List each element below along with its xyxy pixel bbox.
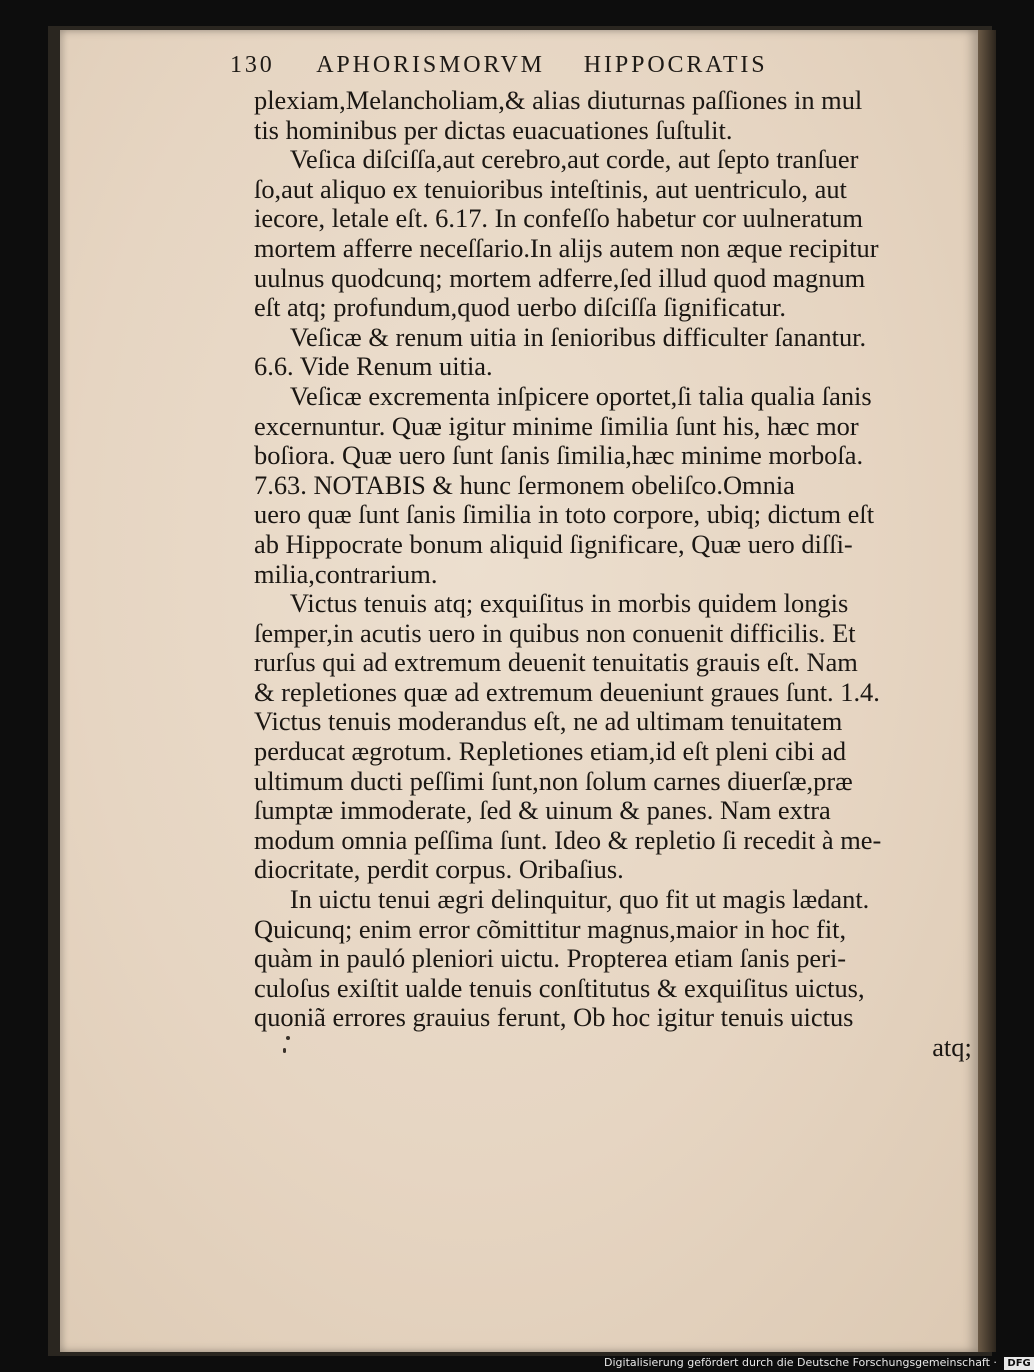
page-edge	[978, 30, 996, 1352]
ink-speck	[283, 1048, 286, 1053]
text-line: boſiora. Quæ uero ſunt ſanis ſimilia,hæc minime morboſa.	[254, 440, 864, 471]
body-text	[254, 86, 974, 1063]
text-line: & repletiones quæ ad extremum deueniunt graues ſunt. 1.4.	[254, 676, 880, 707]
text-line: modum omnia peſſima ſunt. Ideo & repletio ſi recedit à me-	[254, 824, 882, 855]
text-line: Victus tenuis atq; exquiſitus in morbis quidem longis	[289, 588, 849, 619]
running-header	[230, 52, 930, 79]
text-line: quoniã errores grauius ferunt, Ob hoc igitur tenuis uictus	[254, 1002, 854, 1033]
text-line: In uictu tenui ægri delinquitur, quo fit ut magis lædant.	[289, 884, 870, 915]
text-line: iecore, letale eſt. 6.17. In confeſſo habetur cor uulneratum	[254, 203, 863, 234]
text-line: ſo,aut aliquo ex tenuioribus inteſtinis, aut uentriculo, aut	[254, 173, 847, 204]
text-line: ultimum ducti peſſimi ſunt,non ſolum carnes diuerſæ,præ	[254, 765, 853, 796]
text-line: 7.63. NOTABIS & hunc ſermonem obeliſco.Omnia	[254, 469, 795, 500]
text-line: quàm in pauló pleniori uictu. Propterea etiam ſanis peri-	[254, 943, 847, 974]
text-line: atq;	[932, 1032, 972, 1062]
ink-speck	[286, 1036, 290, 1040]
dfg-logo: DFG	[1004, 1357, 1033, 1370]
text-line: rurſus qui ad extremum deuenit tenuitatis grauis eſt. Nam	[254, 647, 858, 678]
text-line: ab Hippocrate bonum aliquid ſignificare, Quæ uero diſſi-	[254, 528, 853, 559]
text-line: Quicunq; enim error cõmittitur magnus,maior in hoc fit,	[254, 913, 847, 944]
page-number: 130	[230, 52, 275, 78]
text-line: culoſus exiſtit ualde tenuis conſtitutus & exquiſitus uictus,	[254, 972, 865, 1003]
text-line: uulnus quodcunq; mortem adferre,ſed illud quod magnum	[254, 262, 866, 293]
text-line: excernuntur. Quæ igitur minime ſimilia ſunt his, hæc mor	[254, 410, 859, 441]
text-line: tis hominibus per dictas euacuationes ſuſtulit.	[254, 114, 733, 145]
text-line: Victus tenuis moderandus eſt, ne ad ultimam tenuitatem	[254, 706, 843, 737]
text-line: 6.6. Vide Renum uitia.	[254, 351, 493, 382]
text-line: eſt atq; profundum,quod uerbo diſciſſa ſignificatur.	[254, 292, 786, 323]
text-line: ſemper,in acutis uero in quibus non conuenit difficilis. Et	[254, 617, 856, 648]
text-line: uero quæ ſunt ſanis ſimilia in toto corpore, ubiq; dictum eſt	[254, 499, 875, 530]
digitization-credit	[604, 1354, 1034, 1372]
text-line: Veſicæ excrementa inſpicere oportet,ſi talia qualia ſanis	[289, 380, 872, 411]
text-line: mortem afferre neceſſario.In alijs autem non æque recipitur	[254, 232, 879, 263]
text-line: perducat ægrotum. Repletiones etiam,id eſt pleni cibi ad	[254, 736, 847, 767]
text-line: plexiam,Melancholiam,& alias diuturnas paſſiones in mul	[254, 85, 863, 115]
text-line: Veſicæ & renum uitia in ſenioribus difficulter ſanantur.	[289, 321, 867, 352]
text-line: Veſica diſciſſa,aut cerebro,aut corde, aut ſepto tranſuer	[289, 144, 859, 175]
text-line: diocritate, perdit corpus. Oribaſius.	[254, 854, 624, 885]
running-title-left: APHORISMORVM	[316, 52, 545, 78]
running-title-right: HIPPOCRATIS	[583, 52, 768, 78]
text-line: milia,contrarium.	[254, 558, 438, 589]
text-line: ſumptæ immoderate, ſed & uinum & panes. Nam extra	[254, 795, 831, 826]
credit-text: Digitalisierung gefördert durch die Deutsche Forschungsgemeinschaft ·	[604, 1356, 997, 1369]
